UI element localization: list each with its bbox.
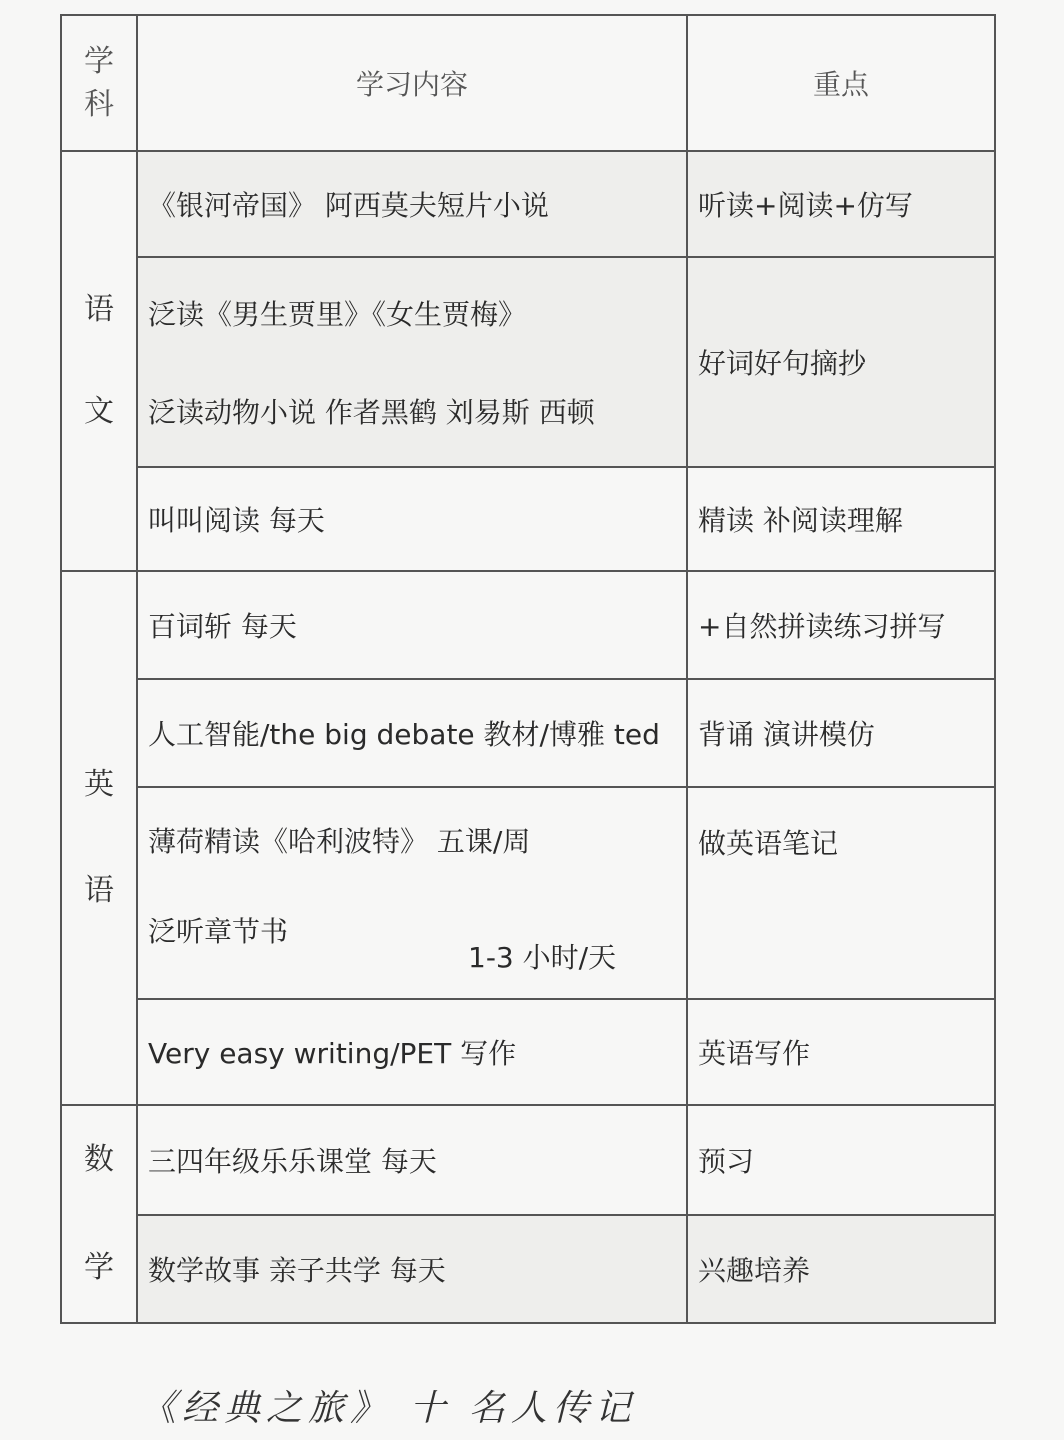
content-line: Very easy writing/PET 写作 — [148, 1037, 517, 1070]
table-row — [61, 1215, 995, 1323]
table-row — [61, 467, 995, 571]
content-line: 叫叫阅读 每天 — [148, 504, 325, 537]
focus-cell: 好词好句摘抄 — [687, 257, 995, 467]
content-line: 三四年级乐乐课堂 每天 — [148, 1145, 437, 1178]
content-line: 数学故事 亲子共学 每天 — [148, 1254, 446, 1287]
subject-char: 语 — [84, 873, 114, 908]
subject-char: 语 — [84, 292, 114, 327]
content-cell — [137, 999, 687, 1105]
content-cell — [137, 1215, 687, 1323]
focus-cell: 听读+阅读+仿写 — [687, 151, 995, 257]
study-plan-table — [60, 14, 996, 1324]
table-row — [61, 571, 995, 679]
content-cell — [137, 679, 687, 787]
subject-char: 文 — [84, 394, 114, 429]
content-cell — [137, 151, 687, 257]
content-cell — [137, 787, 687, 999]
table-row — [61, 1105, 995, 1215]
content-cell — [137, 571, 687, 679]
focus-cell: 预习 — [687, 1105, 995, 1215]
content-line: 泛读《男生贾里》《女生贾梅》 — [148, 298, 527, 331]
focus-cell: +自然拼读练习拼写 — [687, 571, 995, 679]
focus-cell: 英语写作 — [687, 999, 995, 1105]
content-line: 1-3 小时/天 — [468, 941, 617, 974]
header-subject-char-2: 科 — [84, 87, 114, 122]
table-row — [61, 257, 995, 467]
header-content: 学习内容 — [137, 15, 687, 151]
handwritten-note: 《经典之旅》 十 名人传记 — [140, 1388, 637, 1429]
subject-chinese — [61, 151, 137, 571]
header-subject-char-1: 学 — [84, 43, 114, 79]
content-line: 百词斩 每天 — [148, 610, 297, 643]
table-row — [61, 787, 995, 999]
subject-char: 学 — [84, 1250, 114, 1285]
content-cell — [137, 1105, 687, 1215]
focus-cell: 做英语笔记 — [687, 787, 995, 999]
content-line: 泛听章节书 — [148, 915, 289, 948]
subject-char: 英 — [84, 767, 114, 802]
content-line: 薄荷精读《哈利波特》 五课/周 — [148, 825, 531, 858]
content-cell — [137, 467, 687, 571]
focus-cell: 背诵 演讲模仿 — [687, 679, 995, 787]
subject-english — [61, 571, 137, 1105]
subject-char: 数 — [84, 1142, 114, 1177]
focus-cell: 精读 补阅读理解 — [687, 467, 995, 571]
table-header-row — [61, 15, 995, 151]
content-cell — [137, 257, 687, 467]
subject-math — [61, 1105, 137, 1323]
content-line: 人工智能/the big debate 教材/博雅 ted — [148, 718, 660, 751]
focus-cell: 兴趣培养 — [687, 1215, 995, 1323]
table-row — [61, 151, 995, 257]
content-line: 泛读动物小说 作者黑鹤 刘易斯 西顿 — [148, 396, 595, 429]
content-line: 《银河帝国》 阿西莫夫短片小说 — [148, 189, 549, 222]
header-subject — [61, 15, 137, 151]
header-focus: 重点 — [687, 15, 995, 151]
table-row — [61, 999, 995, 1105]
table-row — [61, 679, 995, 787]
